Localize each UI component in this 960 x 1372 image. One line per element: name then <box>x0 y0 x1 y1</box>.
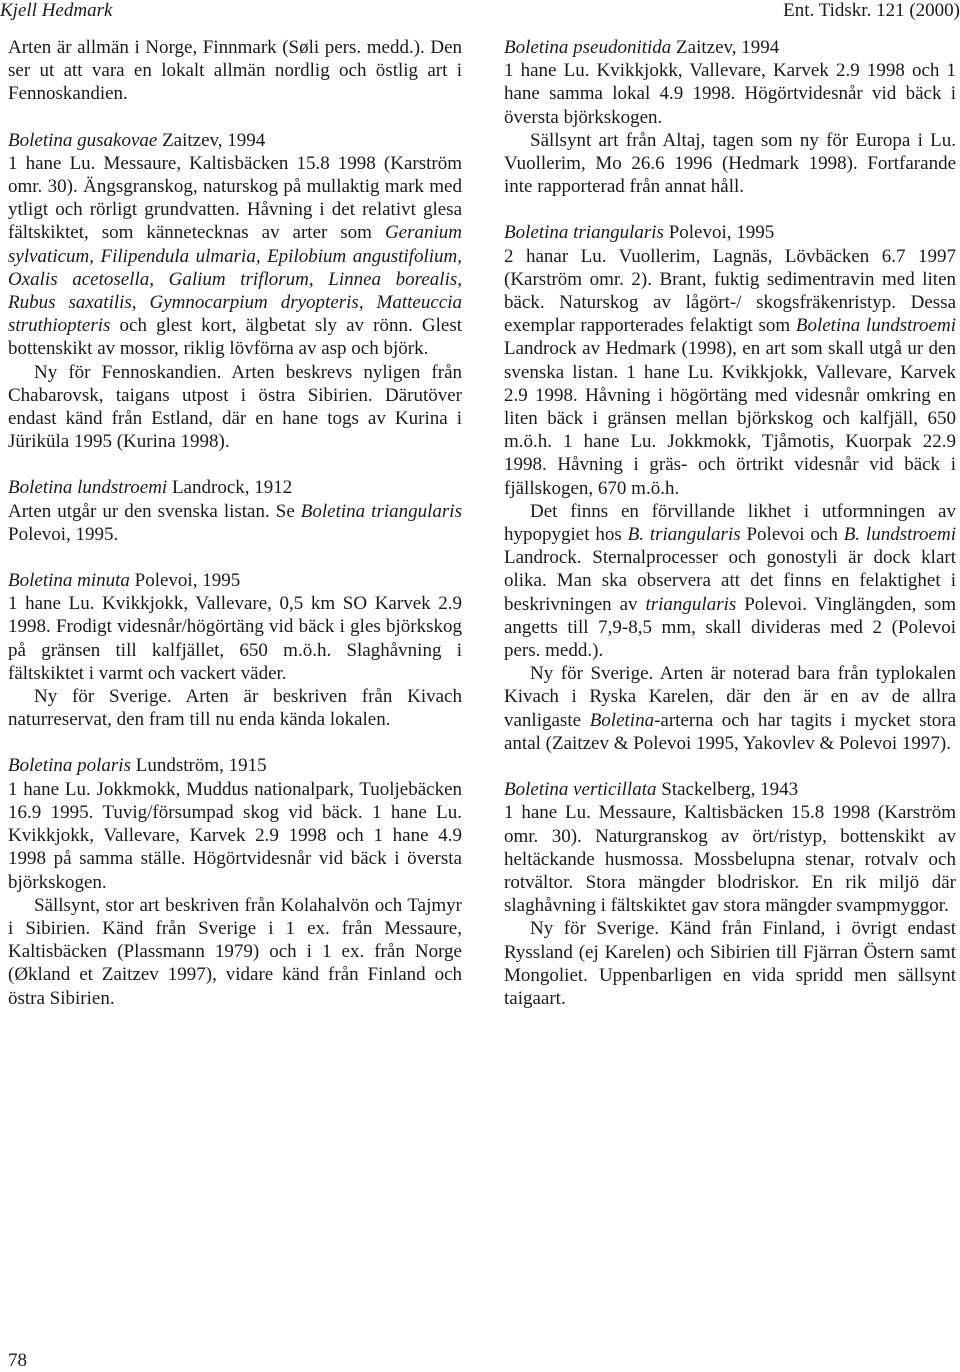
running-head-journal: Ent. Tidskr. 121 (2000) <box>783 0 960 21</box>
text-run: 2 hanar Lu. Vuollerim, Lagnäs, Lövbäcken 6.7 1997 (Karström omr. 2). Brant, fuktig sedimentravin med liten bäck. Naturskog av lågört-/ skogsfräkenristyp. Dessa exemplar rapporterades felaktigt som <box>504 245 956 337</box>
record-paragraph: 1 hane Lu. Kvikkjokk, Vallevare, 0,5 km SO Karvek 2.9 1998. Frodigt videsnår/högörtäng vid bäck i gles björkskog på gränsen till kalfjället, 650 m.ö.h. Slaghåvning i fältskiktet i varmt och vackert väder. <box>8 593 462 684</box>
species-heading <box>8 754 462 777</box>
species-heading <box>504 221 956 244</box>
species-pseudonitida <box>504 36 956 198</box>
species-reference: B. lundstroemi <box>843 524 956 546</box>
record-paragraph <box>8 500 462 546</box>
species-heading <box>8 569 462 592</box>
species-lundstroemi <box>8 476 462 546</box>
text-run: Landrock av Hedmark (1998), en art som skall utgå ur den svenska listan. 1 hane Lu. Kvikkjokk, Vallevare, Karvek 2.9 1998. Håvning i högörtäng med videsnår omkring en liten bäck i gränsen mellan björkskog och kalfjäll, 650 m.ö.h. 1 hane Lu. Jokkmokk, Tjåmotis, Kuorpak 22.9 1998. Håvning i gräs- och örtrikt videsnår vid bäck i fjällskogen, 670 m.ö.h. <box>504 338 956 499</box>
plant-species-list: Geranium sylvaticum, Filipendula ulmaria, Epilobium angustifolium, Oxalis acetosella, Galium triflorum, Linnea borealis, Rubus saxatilis, Gymnocarpium dryopteris, Matteuccia struthiopteris <box>8 222 462 337</box>
note-paragraph: Ny för Fennoskandien. Arten beskrevs nyligen från Chabarovsk, taigans utpost i östra Sibirien. Därutöver endast känd från Estland, där en hane togs av Kurina i Jüriküla 1995 (Kurina 1998). <box>8 361 462 453</box>
species-heading <box>504 778 956 801</box>
note-paragraph: Sällsynt, stor art beskriven från Kolahalvön och Tajmyr i Sibirien. Känd från Sverige i 1 ex. från Messaure, Kaltisbäcken (Plassmann 1979) och i 1 ex. från Norge (Økland et Zaitzev 1997), vidare känd från Finland och östra Sibirien. <box>8 894 462 1009</box>
note-paragraph: Sällsynt art från Altaj, tagen som ny för Europa i Lu. Vuollerim, Mo 26.6 1996 (Hedmark 1998). Fortfarande inte rapporterad från annat håll. <box>504 129 956 198</box>
text-run: Det finns en förvillande likhet i utformningen av hypopygiet hos <box>504 500 956 546</box>
intro-paragraph: Arten är allmän i Norge, Finnmark (Søli pers. medd.). Den ser ut att vara en lokalt allmän nordlig och östlig art i Fennoskandien. <box>8 37 462 105</box>
species-minuta <box>8 569 462 731</box>
record-paragraph <box>8 152 462 361</box>
note-paragraph <box>504 500 956 662</box>
running-head-author: Kjell Hedmark <box>0 0 113 21</box>
species-heading <box>8 476 462 499</box>
species-reference: Boletina lundstroemi <box>795 315 956 337</box>
species-name: Boletina gusakovae <box>8 129 158 151</box>
species-heading <box>504 36 956 59</box>
text-run: Polevoi och <box>740 524 844 546</box>
species-heading <box>8 129 462 152</box>
species-name: Boletina verticillata <box>504 779 657 801</box>
text-run: Arten utgår ur den svenska listan. Se <box>8 500 301 522</box>
species-name: Boletina minuta <box>8 570 130 592</box>
text-run: och glest kort, älgbetat sly av rönn. Glest bottenskikt av mossor, riklig lövförna av asp och björk. <box>8 315 462 360</box>
text-run: Landrock. Sternalprocesser och gonostyli är dock klart olika. Man ska observera att det finns en felaktighet i beskrivningen av <box>504 547 956 615</box>
record-paragraph: 1 hane Lu. Messaure, Kaltisbäcken 15.8 1998 (Karström omr. 30). Naturgranskog av ört/ristyp, bottenskikt av heltäckande husmossa. Mossbelupna stenar, rotvalv och rotvältor. Stora mängder blodriskor. En rik miljö där slaghåvning i fältskiktet gav stora mängder svampmyggor. <box>504 802 956 917</box>
species-author: Landrock, 1912 <box>167 477 293 499</box>
species-name: Boletina triangularis <box>504 222 664 244</box>
page-number: 78 <box>8 1350 27 1371</box>
record-paragraph <box>504 245 956 500</box>
species-name: Boletina pseudonitida <box>504 37 672 58</box>
note-paragraph: Ny för Sverige. Känd från Finland, i övrigt endast Ryssland (ej Karelen) och Sibirien till Fjärran Östern samt Mongoliet. Uppenbarligen en vida spridd men sällsynt taigaart. <box>504 918 956 1009</box>
record-paragraph: 1 hane Lu. Kvikkjokk, Vallevare, Karvek 2.9 1998 och 1 hane samma lokal 4.9 1998. Högörtvidesnår vid bäck i översta björkskogen. <box>504 60 956 128</box>
text-run: Polevoi, 1995. <box>8 523 119 545</box>
species-reference: Boletina triangularis <box>300 500 462 522</box>
species-author: Stackelberg, 1943 <box>656 779 799 801</box>
intro-section <box>8 36 462 106</box>
species-author: Lundström, 1915 <box>130 755 267 777</box>
species-author: Zaitzev, 1994 <box>671 37 780 58</box>
note-paragraph <box>504 662 956 755</box>
species-triangularis <box>504 221 956 755</box>
species-name: Boletina polaris <box>8 755 131 777</box>
right-column <box>504 36 956 1010</box>
species-author: Zaitzev, 1994 <box>157 129 266 151</box>
species-polaris <box>8 754 462 1009</box>
left-column <box>8 36 462 1010</box>
species-reference: B. triangularis <box>627 524 741 546</box>
genus-reference: Boletina <box>589 709 655 731</box>
species-verticillata <box>504 778 956 1010</box>
species-reference: triangularis <box>645 593 737 615</box>
note-paragraph: Ny för Sverige. Arten är beskriven från Kivach naturreservat, den fram till nu enda kända lokalen. <box>8 686 462 731</box>
species-gusakovae <box>8 129 462 454</box>
text-run: Ny för Sverige. Arten är noterad bara från typlokalen Kivach i Ryska Karelen, där den är en av de allra vanligaste <box>504 663 956 731</box>
species-author: Polevoi, 1995 <box>663 222 775 244</box>
text-run: Polevoi. Vinglängden, som angetts till 7,9-8,5 mm, skall divideras med 2 (Polevoi pers. medd.). <box>504 593 956 662</box>
text-run: 1 hane Lu. Messaure, Kaltisbäcken 15.8 1998 (Karström omr. 30). Ängsgranskog, naturskog på mullaktig mark med ytligt och rörligt grundvatten. Håvning i det relativt glesa fältskiktet, som kännetecknas av arter som <box>8 152 462 244</box>
text-run: -arterna och har tagits i mycket stora antal (Zaitzev & Polevoi 1995, Yakovlev & Polevoi 1997). <box>504 709 957 754</box>
species-name: Boletina lundstroemi <box>8 477 168 499</box>
record-paragraph: 1 hane Lu. Jokkmokk, Muddus nationalpark, Tuoljebäcken 16.9 1995. Tuvig/försumpad skog vid bäck. 1 hane Lu. Kvikkjokk, Vallevare, Karvek 2.9 1998 och 1 hane 4.9 1998 på samma ställe. Högörtvidesnår vid bäck i översta björkskogen. <box>8 778 462 893</box>
species-author: Polevoi, 1995 <box>129 570 241 592</box>
